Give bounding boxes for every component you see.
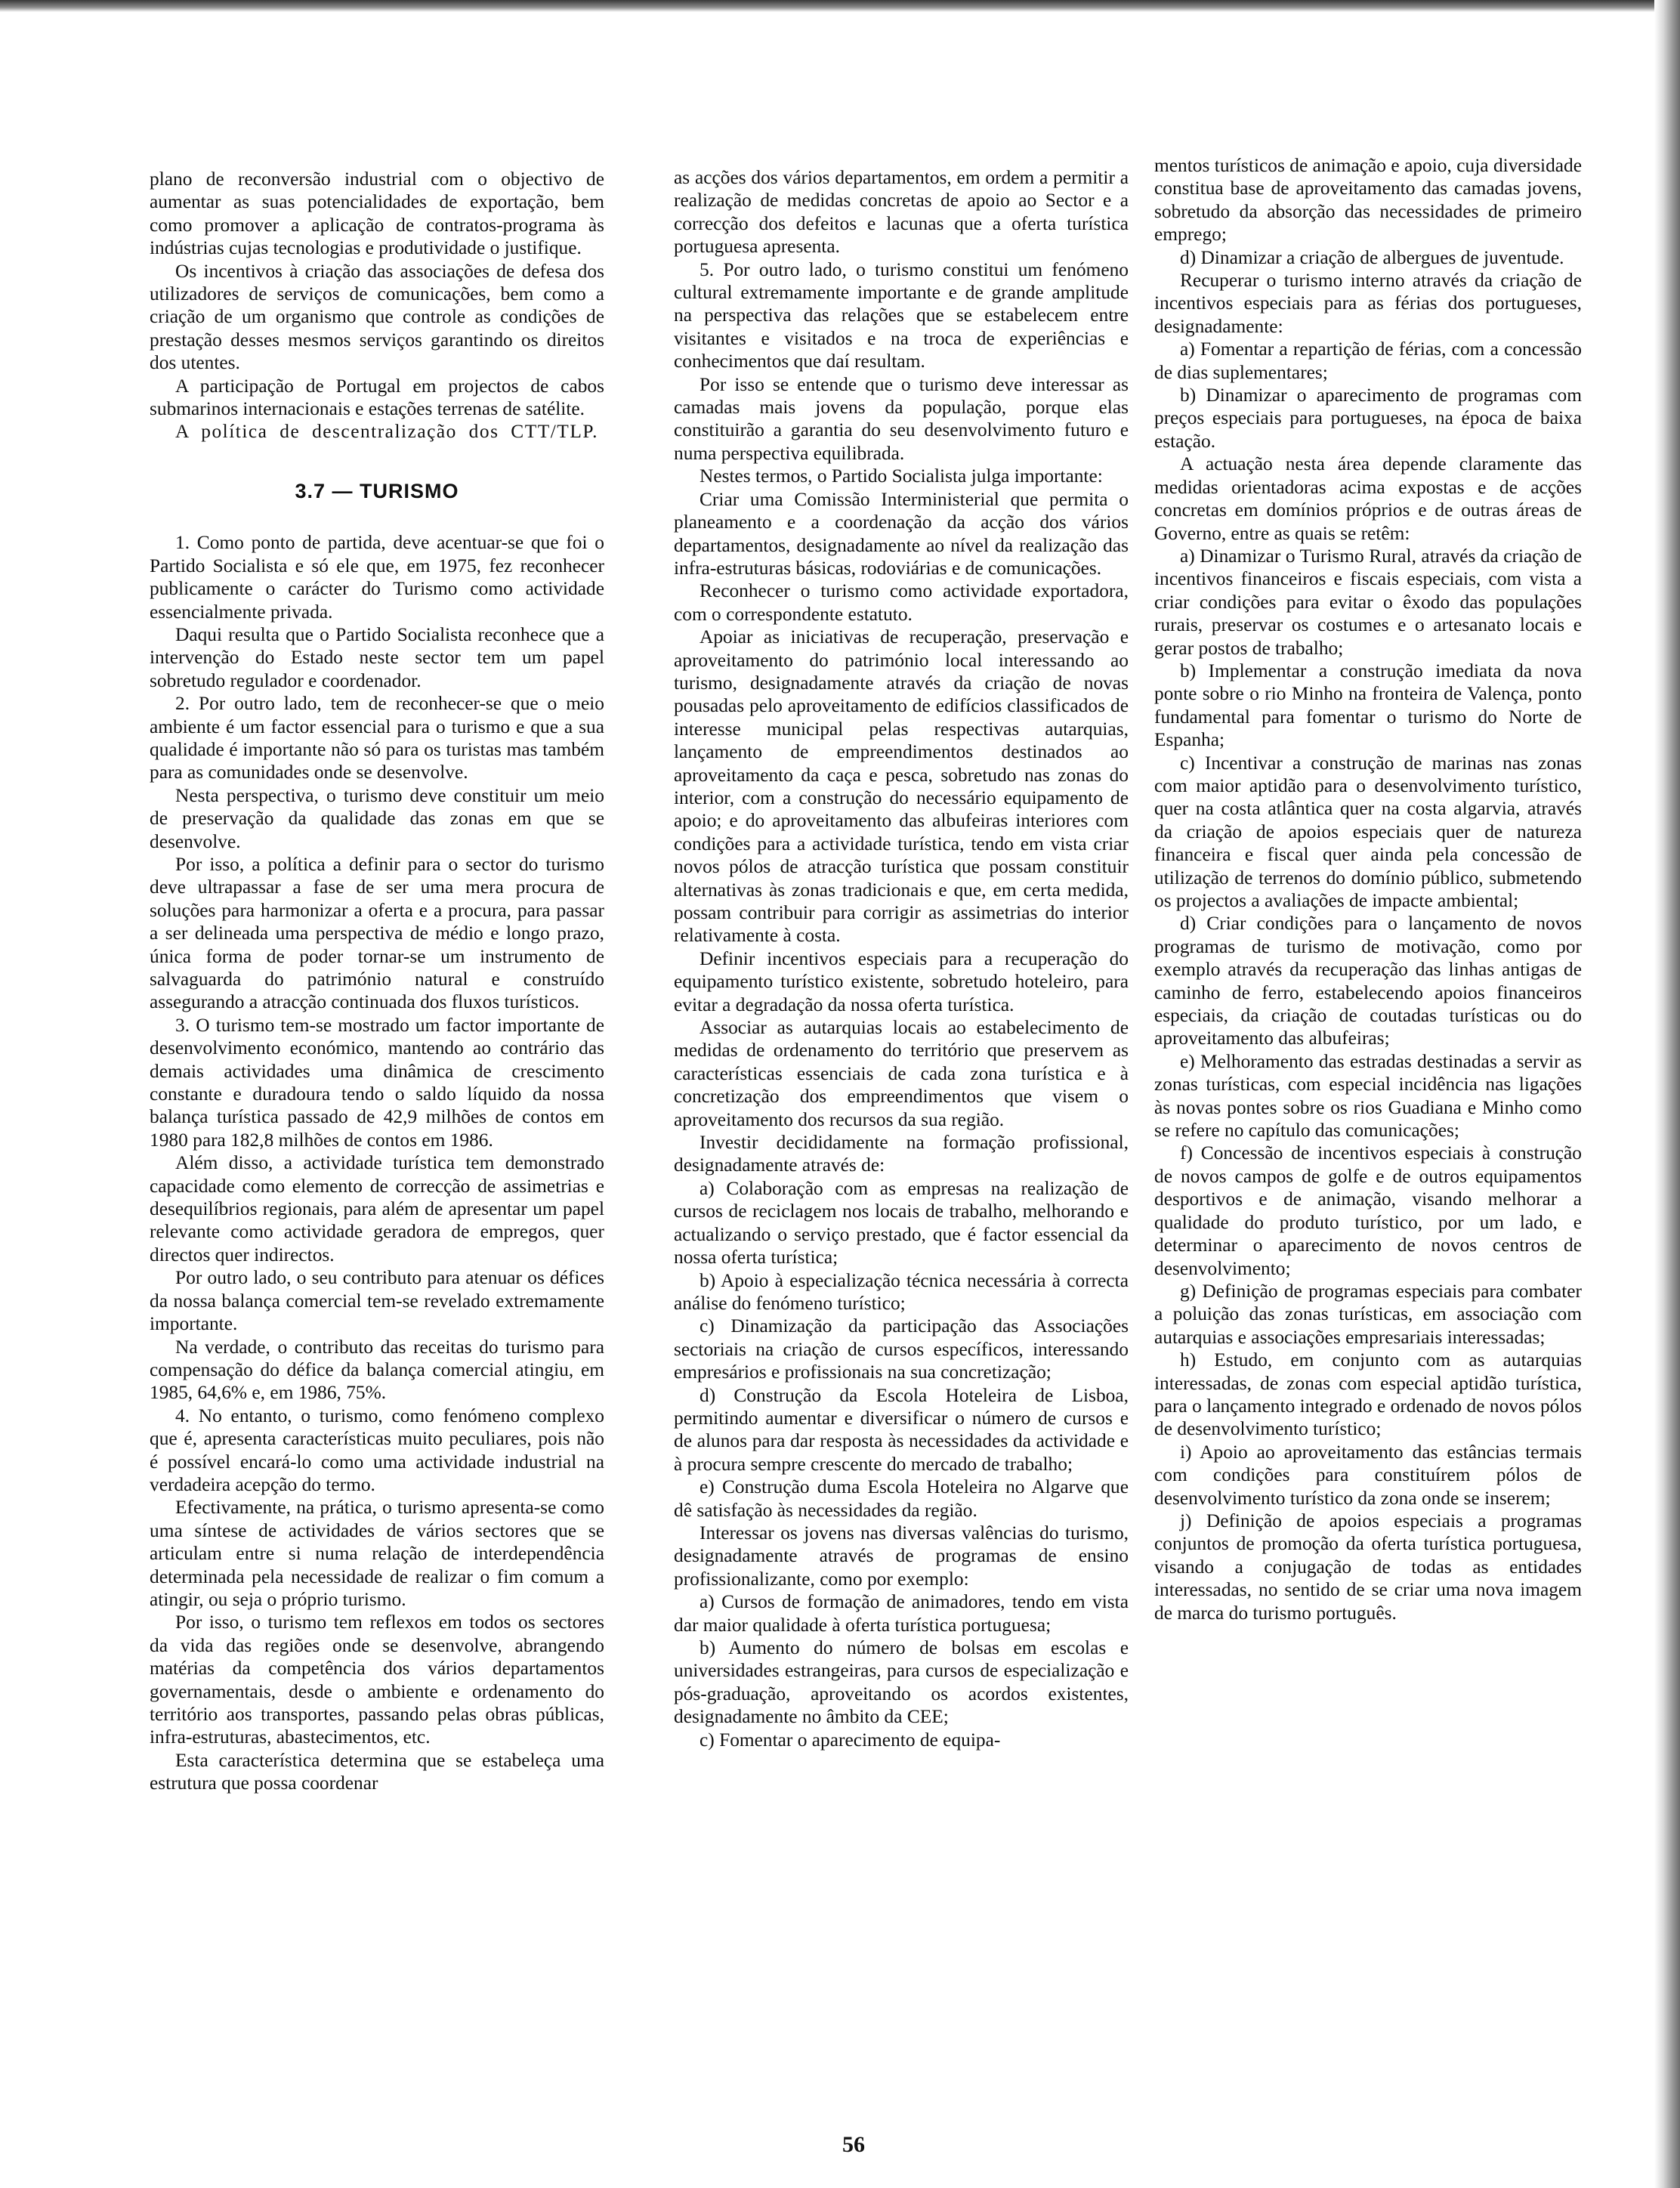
paragraph: Os incentivos à criação das associações de defesa dos utilizadores de serviços de comunicações, bem como a criação de um organismo que controle as condições de prestação desses mesmos serviços garantindo os direitos dos utentes. <box>150 260 604 374</box>
paragraph: 1. Como ponto de partida, deve acentuar-se que foi o Partido Socialista e só ele que, em 1975, fez reconhecer publicamente o carácter do Turismo como actividade essencialmente privada. <box>150 532 604 623</box>
paragraph: Nesta perspectiva, o turismo deve constituir um meio de preservação da qualidade das zonas em que se desenvolve. <box>150 784 604 852</box>
paragraph: Associar as autarquias locais ao estabelecimento de medidas de ordenamento do território que preservem as características essenciais de cada zona turística e à concretização dos empreendimentos que visem o aproveitamento dos recursos da sua região. <box>674 1017 1129 1130</box>
paragraph: Além disso, a actividade turística tem demonstrado capacidade como elemento de correcção de assimetrias e desequilíbrios regionais, para além de apresentar um papel relevante como actividade geradora de empregos, quer directos quer indirectos. <box>150 1152 604 1266</box>
paragraph: Na verdade, o contributo das receitas do turismo para compensação do défice da balança comercial atingiu, em 1985, 64,6% e, em 1986, 75%. <box>150 1336 604 1404</box>
paragraph: Criar uma Comissão Interministerial que permita o planeamento e a coordenação da acção dos vários departamentos, designadamente ao nível da realização das infra-estruturas básicas, rodoviárias e de comunicações. <box>674 488 1129 579</box>
paragraph: Investir decididamente na formação profissional, designadamente através de: <box>674 1132 1129 1176</box>
list-item: d) Dinamizar a criação de albergues de juventude. <box>1180 246 1564 268</box>
list-item: a) Cursos de formação de animadores, tendo em vista dar maior qualidade à oferta turística portuguesa; <box>674 1591 1129 1636</box>
list-item: f) Concessão de incentivos especiais à construção de novos campos de golfe e de outros equipamentos desportivos e de animação, visando melhorar a qualidade do produto turístico, por um lado, e determinar o aparecimento de novos centros de desenvolvimento; <box>1154 1142 1582 1279</box>
paragraph: Por isso, o turismo tem reflexos em todos os sectores da vida das regiões onde se desenvolve, abrangendo matérias da competência dos vários departamentos governamentais, desde o ambiente e ordenamento do território aos transportes, passando pelas obras públicas, infra-estruturas, abastecimentos, etc. <box>150 1612 604 1748</box>
list-item: d) Criar condições para o lançamento de novos programas de turismo de motivação, como por exemplo através da recuperação das linhas antigas de caminho de ferro, estabelecendo apoios financeiros especiais, da criação de coutadas turísticas ou do aproveitamento das albufeiras; <box>1154 913 1582 1049</box>
paragraph: A política de descentralização dos CTT/TLP. <box>175 421 598 443</box>
list-item: i) Apoio ao aproveitamento das estâncias termais com condições para constituírem pólos de desenvolvimento turístico da zona onde se inserem; <box>1154 1441 1582 1509</box>
list-item: h) Estudo, em conjunto com as autarquias interessadas, de zonas com especial aptidão turística, para o lançamento integrado e ordenado de novos pólos de desenvolvimento turístico; <box>1154 1349 1582 1440</box>
paragraph: Interessar os jovens nas diversas valências do turismo, designadamente através de programas de ensino profissionalizante, como por exemplo: <box>674 1522 1129 1590</box>
list-item: c) Dinamização da participação das Associações sectoriais na criação de cursos específicos, interessando empresários e profissionais na sua concretização; <box>674 1315 1129 1383</box>
page-number: 56 <box>842 2132 865 2157</box>
paragraph: Por outro lado, o seu contributo para atenuar os défices da nossa balança comercial tem-se revelado extremamente importante. <box>150 1267 604 1335</box>
paragraph: Por isso se entende que o turismo deve interessar as camadas mais jovens da população, porque elas constituirão a garantia do seu desenvolvimento futuro e numa perspectiva equilibrada. <box>674 373 1129 464</box>
list-item: b) Aumento do número de bolsas em escolas e universidades estrangeiras, para cursos de especialização e pós-graduação, aproveitando os acordos existentes, designadamente no âmbito da CEE; <box>674 1637 1129 1728</box>
list-item: b) Implementar a construção imediata da nova ponte sobre o rio Minho na fronteira de Valença, ponto fundamental para fomentar o turismo do Norte de Espanha; <box>1154 660 1582 751</box>
list-item: d) Construção da Escola Hoteleira de Lisboa, permitindo aumentar e diversificar o número de cursos e de alunos para dar resposta às necessidades da actividade e à procura sempre crescente do mercado de trabalho; <box>674 1384 1129 1475</box>
paragraph: mentos turísticos de animação e apoio, cuja diversidade constitua base de aproveitamento das camadas jovens, sobretudo da absorção das necessidades de primeiro emprego; <box>1154 155 1582 246</box>
list-item: a) Colaboração com as empresas na realização de cursos de reciclagem nos locais de trabalho, melhorando e actualizando o serviço prestado, que é factor essencial da nossa oferta turística; <box>674 1177 1129 1269</box>
section-heading: 3.7 — TURISMO <box>295 479 459 502</box>
paragraph: Recuperar o turismo interno através da criação de incentivos especiais para as férias dos portugueses, designadamente: <box>1154 270 1582 337</box>
list-item: b) Apoio à especialização técnica necessária à correcta análise do fenómeno turístico; <box>674 1269 1129 1314</box>
list-item: j) Definição de apoios especiais a programas conjuntos de promoção da oferta turística portuguesa, visando a conjugação de todas as entidades interessadas, no sentido de se criar uma nova imagem de marca do turismo português. <box>1154 1510 1582 1624</box>
list-item: b) Dinamizar o aparecimento de programas com preços especiais para portugueses, na época de baixa estação. <box>1154 385 1582 452</box>
paragraph: 3. O turismo tem-se mostrado um factor importante de desenvolvimento económico, mantendo ao contrário das demais actividades uma dinâmica de crescimento constante e duradoura tendo o saldo líquido da nossa balança turística passado de 42,9 milhões de contos em 1980 para 182,8 milhões de contos em 1986. <box>150 1014 604 1151</box>
paragraph: 2. Por outro lado, tem de reconhecer-se que o meio ambiente é um factor essencial para o turismo e que a sua qualidade é importante não só para os turistas mas também para as comunidades onde se desenvolve. <box>150 693 604 783</box>
paragraph: A actuação nesta área depende claramente das medidas orientadoras acima expostas e de acções concretas em domínios próprios e de outras áreas de Governo, entre as quais se retêm: <box>1154 453 1582 544</box>
paragraph: A participação de Portugal em projectos de cabos submarinos internacionais e estações terrenas de satélite. <box>150 375 604 420</box>
paragraph: Efectivamente, na prática, o turismo apresenta-se como uma síntese de actividades de vários sectores que se articulam entre si numa relação de interdependência determinada pela necessidade de realizar o fim comum a atingir, ou seja o próprio turismo. <box>150 1497 604 1610</box>
paragraph: as acções dos vários departamentos, em ordem a permitir a realização de medidas concretas de apoio ao Sector e a correcção dos defeitos e lacunas que a oferta turística portuguesa apresenta. <box>674 167 1129 258</box>
paragraph: Reconhecer o turismo como actividade exportadora, com o correspondente estatuto. <box>674 580 1129 625</box>
paragraph: Apoiar as iniciativas de recuperação, preservação e aproveitamento do património local interessando ao turismo, designadamente através da criação de novas pousadas pelo aproveitamento de edifícios classificados de interesse municipal pelas respectivas autarquias, lançamento de empreendimentos destinados ao aproveitamento da caça e pesca, sobretudo nas zonas do interior, com a construção do necessário equipamento de apoio; e do aproveitamento das albufeiras interiores com condições para a actividade turística, tendo em vista criar novos pólos de atracção turística que possam constituir alternativas às zonas tradicionais e que, em certa medida, possam contribuir para corrigir as assimetrias do interior relativamente à costa. <box>674 626 1129 947</box>
text-column-3 <box>1154 154 1582 1624</box>
paragraph: Por isso, a política a definir para o sector do turismo deve ultrapassar a fase de ser uma mera procura de soluções para harmonizar a oferta e a procura, para passar a ser delineada uma perspectiva de médio e longo prazo, única forma de poder tornar-se um instrumento de salvaguarda do património natural e construído assegurando a atracção continuada dos fluxos turísticos. <box>150 853 604 1013</box>
paragraph: Esta característica determina que se estabeleça uma estrutura que possa coordenar <box>150 1749 604 1794</box>
text-column-2 <box>674 166 1129 1751</box>
list-item: e) Melhoramento das estradas destinadas a servir as zonas turísticas, com especial incidência nas ligações às novas pontes sobre os rios Guadiana e Minho como se refere no capítulo das comunicações; <box>1154 1050 1582 1142</box>
list-item: c) Fomentar o aparecimento de equipa- <box>699 1729 1001 1751</box>
paragraph: Nestes termos, o Partido Socialista julga importante: <box>699 465 1103 487</box>
list-item: a) Fomentar a repartição de férias, com a concessão de dias suplementares; <box>1154 338 1582 383</box>
text-column-1 <box>150 168 604 1795</box>
scan-right-edge <box>1654 0 1680 2188</box>
scan-top-edge <box>0 0 1680 12</box>
paragraph: 5. Por outro lado, o turismo constitui um fenómeno cultural extremamente importante e de grande amplitude na perspectiva das relações que se estabelecem entre visitantes e visitados e na troca de experiências e conhecimentos que daí resultam. <box>674 258 1129 372</box>
paragraph: Daqui resulta que o Partido Socialista reconhece que a intervenção do Estado neste sector tem um papel sobretudo regulador e coordenador. <box>150 623 604 691</box>
paragraph: plano de reconversão industrial com o objectivo de aumentar as suas potencialidades de exportação, bem como promover a aplicação de contratos-programa às indústrias cujas tecnologias e produtividade o justifique. <box>150 168 604 259</box>
list-item: c) Incentivar a construção de marinas nas zonas com maior aptidão para o desenvolvimento turístico, quer na costa atlântica quer na costa algarvia, através da criação de apoios especiais quer de natureza financeira e fiscal quer ainda pela concessão de utilização de terrenos do domínio público, submetendo os projectos a avaliações de impacte ambiental; <box>1154 752 1582 911</box>
list-item: g) Definição de programas especiais para combater a poluição das zonas turísticas, em associação com autarquias e associações empresariais interessadas; <box>1154 1280 1582 1348</box>
list-item: a) Dinamizar o Turismo Rural, através da criação de incentivos financeiros e fiscais especiais, com vista a criar condições para evitar o êxodo das populações rurais, preservar os costumes e o artesanato locais e gerar postos de trabalho; <box>1154 545 1582 659</box>
paragraph: 4. No entanto, o turismo, como fenómeno complexo que é, apresenta características muito peculiares, pois não é possível encará-lo como uma actividade industrial na verdadeira acepção do termo. <box>150 1405 604 1495</box>
list-item: e) Construção duma Escola Hoteleira no Algarve que dê satisfação às necessidades da região. <box>674 1476 1129 1521</box>
paragraph: Definir incentivos especiais para a recuperação do equipamento turístico existente, sobretudo hoteleiro, para evitar a degradação da nossa oferta turística. <box>674 947 1129 1015</box>
